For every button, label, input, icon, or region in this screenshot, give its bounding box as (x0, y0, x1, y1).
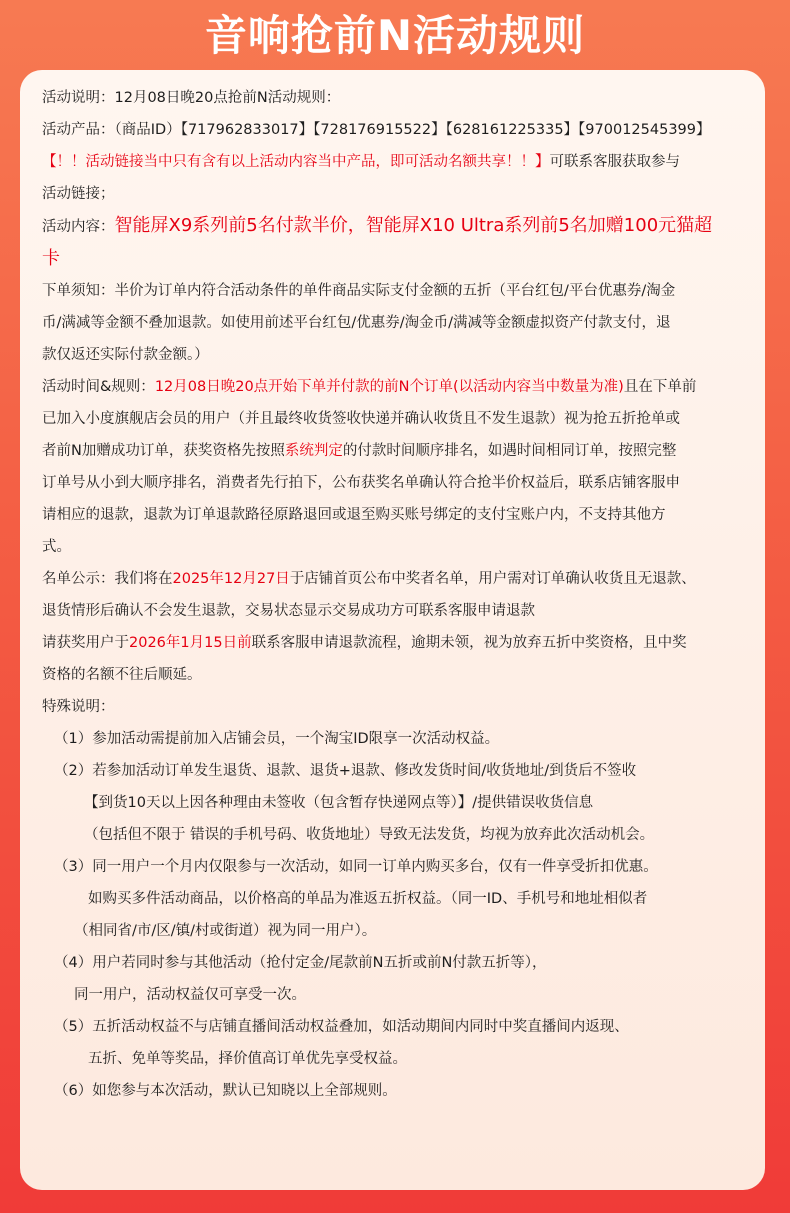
list-a: 名单公示：我们将在 (42, 571, 173, 587)
list-b: 于店铺首页公布中奖者名单，用户需对订单确认收货且无退款、 (289, 571, 696, 587)
winner-list-2: 退货情形后确认不会发生退款，交易状态显示交易成功方可联系客服申请退款 (42, 603, 535, 619)
notice-line-2: 活动链接； (42, 186, 115, 202)
special-item-2-line-2: 【到货10天以上因各种理由未签收（包含暂存快递网点等）】/提供错误收货信息 (84, 795, 594, 811)
special-item-5-line-2: 五折、免单等奖品，择价值高订单优先享受权益。 (88, 1051, 407, 1067)
time-label: 活动时间&规则： (42, 379, 155, 395)
activity-explain: 活动说明：12月08日晚20点抢前N活动规则： (42, 90, 341, 106)
claim-b: 联系客服申请退款流程，逾期未领，视为放弃五折中奖资格，且中奖 (251, 635, 687, 651)
content-label: 活动内容： (42, 219, 115, 235)
special-item-4-line-2: 同一用户，活动权益仅可享受一次。 (74, 987, 306, 1003)
time-line-5: 请相应的退款，退款为订单退款路径原路退回或退至购买账号绑定的支付宝账户内，不支持其他方 (42, 507, 666, 523)
time-line-2: 已加入小度旗舰店会员的用户（并且最终收货签收快递并确认收货且不发生退款）视为抢五折抢单或 (42, 411, 680, 427)
activity-time (42, 371, 747, 403)
claim-line-2: 资格的名额不往后顺延。 (42, 667, 202, 683)
special-label: 特殊说明： (42, 699, 115, 715)
special-item-3-line-3: （相同省/市/区/镇/村或街道）视为同一用户）。 (74, 923, 377, 939)
rules-card (20, 70, 765, 1190)
special-item-5: （5）五折活动权益不与店铺直播间活动权益叠加，如活动期间内同时中奖直播间内返现、 (54, 1019, 629, 1035)
time-line-3 (42, 435, 747, 467)
content-highlight-2: 卡 (42, 248, 60, 269)
notice-text: 可联系客服获取参与 (549, 154, 680, 170)
winner-list (42, 563, 747, 595)
special-item-4: （4）用户若同时参与其他活动（抢付定金/尾款前N五折或前N付款五折等）， (54, 955, 547, 971)
claim-a: 请获奖用户于 (42, 635, 129, 651)
special-item-2-line-3: （包括但不限于 错误的手机号码、收货地址）导致无法发货，均视为放弃此次活动机会。 (84, 827, 655, 843)
activity-content (42, 210, 747, 243)
claim-deadline (42, 627, 747, 659)
special-item-3-line-2: 如购买多件活动商品，以价格高的单品为准返五折权益。（同一ID、手机号和地址相似者 (88, 891, 648, 907)
special-item-2: （2）若参加活动订单发生退货、退款、退货+退款、修改发货时间/收货地址/到货后不签收 (54, 763, 637, 779)
list-date: 2025年12月27日 (172, 571, 290, 587)
time-text: 且在下单前 (623, 379, 697, 395)
page-title: 音响抢前N活动规则 (204, 11, 586, 60)
special-item-3: （3）同一用户一个月内仅限参与一次活动，如同一订单内购买多台，仅有一件享受折扣优惠。 (54, 859, 658, 875)
time-line-3-a: 者前N加赠成功订单，获奖资格先按照 (42, 443, 285, 459)
activity-notice (42, 146, 747, 178)
time-line-6: 式。 (42, 539, 71, 555)
order-notice-1: 下单须知：半价为订单内符合活动条件的单件商品实际支付金额的五折（平台红包/平台优惠券/淘金 (42, 283, 676, 299)
order-notice-2: 币/满减等金额不叠加退款。如使用前述平台红包/优惠券/淘金币/满减等金额虚拟资产付款支付，退 (42, 315, 671, 331)
time-highlight: 12月08日晚20点开始下单并付款的前N个订单(以活动内容当中数量为准) (154, 379, 624, 395)
special-item-6: （6）如您参与本次活动，默认已知晓以上全部规则。 (54, 1083, 397, 1099)
system-judgement: 系统判定 (284, 443, 343, 459)
notice-highlight: 【！！活动链接当中只有含有以上活动内容当中产品，即可活动名额共享！！】 (42, 154, 550, 170)
claim-date: 2026年1月15日前 (129, 635, 252, 651)
content-highlight: 智能屏X9系列前5名付款半价，智能屏X10 Ultra系列前5名加赠100元猫超 (114, 215, 713, 236)
time-line-4: 订单号从小到大顺序排名，消费者先行拍下，公布获奖名单确认符合抢半价权益后，联系店铺客服申 (42, 475, 680, 491)
activity-products: 活动产品：（商品ID）【717962833017】【728176915522】【628161225335】【970012545399】 (42, 122, 711, 138)
order-notice-3: 款仅返还实际付款金额。） (42, 347, 209, 363)
special-item-1: （1）参加活动需提前加入店铺会员，一个淘宝ID限享一次活动权益。 (54, 731, 500, 747)
time-line-3-b: 的付款时间顺序排名，如遇时间相同订单，按照完整 (342, 443, 677, 459)
